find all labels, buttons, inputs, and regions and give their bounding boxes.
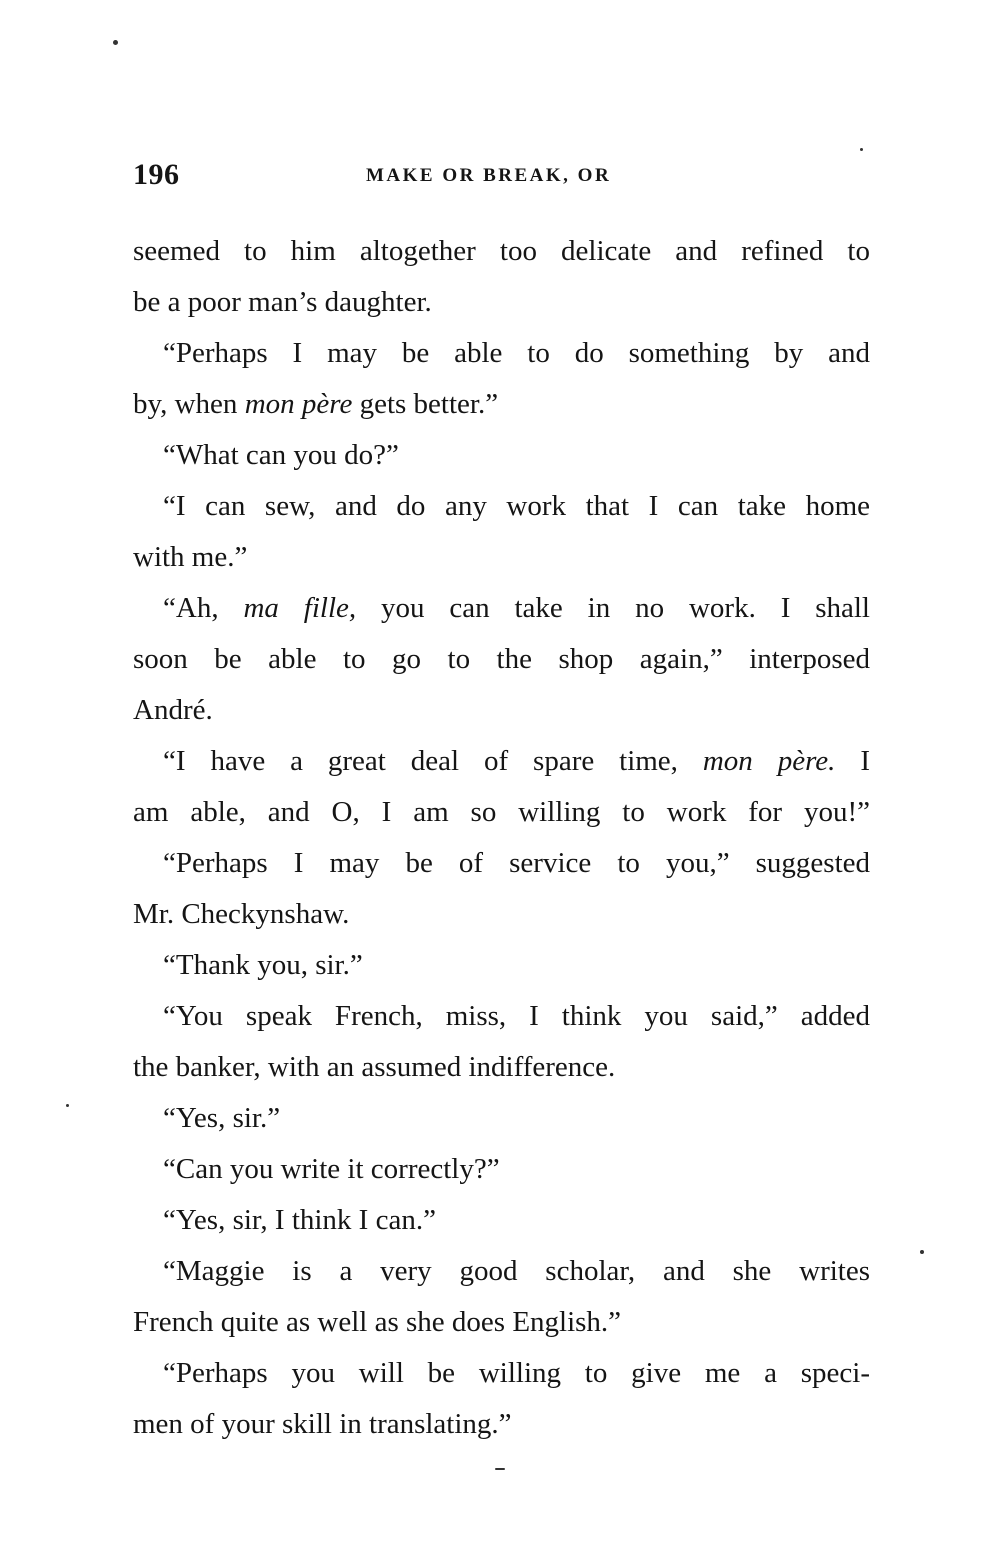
text-line: “You speak French, miss, I think you said,” added: [163, 1000, 870, 1032]
text-line: “Thank you, sir.”: [163, 949, 363, 981]
running-title: MAKE OR BREAK, OR: [366, 165, 612, 186]
text-line: with me.”: [133, 541, 248, 573]
text-line: soon be able to go to the shop again,” interposed: [133, 643, 870, 675]
italic-phrase: mon père: [244, 388, 353, 420]
text-line: am able, and O, I am so willing to work for you!”: [133, 796, 870, 828]
text-line: “Perhaps you will be willing to give me a speci-: [163, 1357, 870, 1389]
text-line: by, when mon père gets better.”: [133, 388, 499, 420]
page-number: 196: [133, 158, 180, 191]
text-line: “Yes, sir.”: [163, 1102, 281, 1134]
text-line: “What can you do?”: [163, 439, 399, 471]
text-line: men of your skill in translating.”: [133, 1408, 512, 1440]
text-line: Mr. Checkynshaw.: [133, 898, 350, 930]
text-line: “Maggie is a very good scholar, and she writes: [163, 1255, 870, 1287]
scan-speck: [860, 148, 863, 151]
italic-phrase: ma fille,: [243, 592, 357, 624]
text-line: André.: [133, 694, 213, 726]
text-line: “Yes, sir, I think I can.”: [163, 1204, 436, 1236]
text-line: “I can sew, and do any work that I can take home: [163, 490, 870, 522]
text-line: “Perhaps I may be able to do something by and: [163, 337, 870, 369]
text-line: “Can you write it correctly?”: [163, 1153, 500, 1185]
scan-speck: [920, 1250, 924, 1254]
scan-speck: [113, 40, 118, 45]
scan-speck: [495, 1468, 505, 1470]
text-line: “Ah, ma fille, you can take in no work. I shall: [163, 592, 870, 624]
body-text: [133, 226, 870, 1450]
page-header: [133, 158, 870, 198]
italic-phrase: mon père.: [702, 745, 836, 777]
scan-speck: [66, 1104, 69, 1107]
text-line: French quite as well as she does English.”: [133, 1306, 622, 1338]
text-line: “I have a great deal of spare time, mon père. I: [163, 745, 870, 777]
text-line: the banker, with an assumed indifference.: [133, 1051, 616, 1083]
text-line: be a poor man’s daughter.: [133, 286, 432, 318]
text-line: seemed to him altogether too delicate and refined to: [133, 235, 870, 267]
text-line: “Perhaps I may be of service to you,” suggested: [163, 847, 870, 879]
